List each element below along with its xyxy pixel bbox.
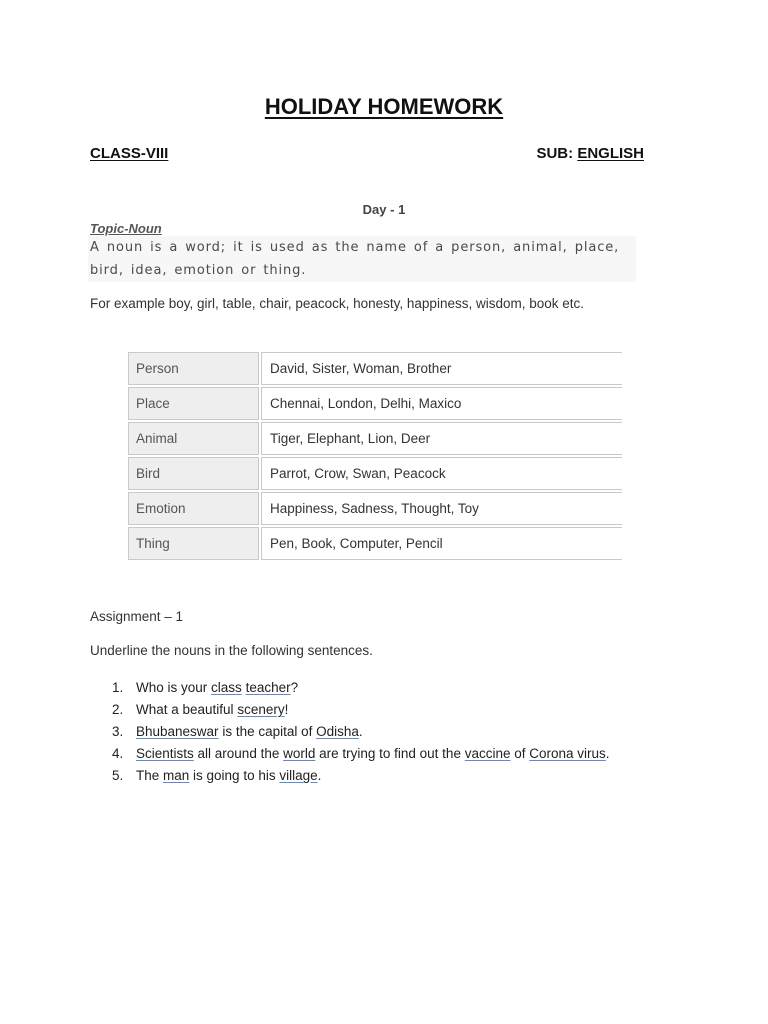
subject-prefix: SUB: — [536, 145, 578, 162]
noun-definition: A noun is a word; it is used as the name of a person, animal, place, bird, idea, emotion or thing. — [88, 236, 636, 282]
list-item — [112, 743, 610, 765]
underlined-noun: class — [211, 680, 242, 695]
examples-cell: Parrot, Crow, Swan, Peacock — [261, 457, 622, 490]
category-cell: Bird — [128, 457, 259, 490]
day-heading: Day - 1 — [362, 202, 406, 217]
underlined-noun: village — [279, 768, 318, 783]
list-item — [112, 765, 610, 787]
item-number: 3. — [112, 724, 124, 739]
table-row — [128, 492, 622, 525]
category-cell: Place — [128, 387, 259, 420]
underlined-noun: man — [163, 768, 190, 783]
list-item — [112, 699, 610, 721]
sentence-text: is the capital of — [218, 724, 317, 739]
category-cell: Thing — [128, 527, 259, 560]
category-cell: Person — [128, 352, 259, 385]
sentence-text: . — [605, 746, 610, 761]
sentence-text: all around the — [193, 746, 284, 761]
item-number: 5. — [112, 768, 124, 783]
sentence-text: Who is your — [136, 680, 212, 695]
noun-table — [126, 350, 624, 562]
sentence-text: ? — [290, 680, 299, 695]
class-label: CLASS-VIII — [90, 145, 169, 162]
sentence-list — [112, 677, 610, 787]
example-text: For example boy, girl, table, chair, peacock, honesty, happiness, wisdom, book etc. — [90, 296, 585, 311]
table-row — [128, 387, 622, 420]
table-row — [128, 352, 622, 385]
examples-cell: Happiness, Sadness, Thought, Toy — [261, 492, 622, 525]
category-cell: Emotion — [128, 492, 259, 525]
item-number: 1. — [112, 680, 124, 695]
page-title: HOLIDAY HOMEWORK — [264, 94, 504, 119]
underlined-noun: vaccine — [464, 746, 511, 761]
assignment-instruction: Underline the nouns in the following sentences. — [90, 643, 373, 658]
underlined-noun: Corona virus — [529, 746, 606, 761]
examples-cell: David, Sister, Woman, Brother — [261, 352, 622, 385]
topic-heading: Topic-Noun — [90, 221, 162, 236]
examples-cell: Tiger, Elephant, Lion, Deer — [261, 422, 622, 455]
underlined-noun: Scientists — [136, 746, 194, 761]
sentence-text: is going to his — [189, 768, 280, 783]
underlined-noun: teacher — [245, 680, 291, 695]
assignment-heading: Assignment – 1 — [90, 609, 184, 624]
sentence-text: of — [510, 746, 530, 761]
sentence-text: What a beautiful — [136, 702, 238, 717]
examples-cell: Chennai, London, Delhi, Maxico — [261, 387, 622, 420]
subject-label — [536, 145, 644, 162]
underlined-noun: Odisha — [316, 724, 359, 739]
sentence-text: The — [136, 768, 164, 783]
item-number: 4. — [112, 746, 124, 761]
list-item — [112, 721, 610, 743]
sentence-text: ! — [284, 702, 289, 717]
table-row — [128, 527, 622, 560]
list-item — [112, 677, 610, 699]
category-cell: Animal — [128, 422, 259, 455]
item-number: 2. — [112, 702, 124, 717]
underlined-noun: Bhubaneswar — [136, 724, 219, 739]
sentence-text: . — [317, 768, 322, 783]
sentence-text: . — [358, 724, 363, 739]
underlined-noun: scenery — [237, 702, 285, 717]
table-row — [128, 457, 622, 490]
sentence-text: are trying to find out the — [315, 746, 465, 761]
subject-name: ENGLISH — [577, 145, 644, 162]
table-row — [128, 422, 622, 455]
examples-cell: Pen, Book, Computer, Pencil — [261, 527, 622, 560]
underlined-noun: world — [283, 746, 316, 761]
